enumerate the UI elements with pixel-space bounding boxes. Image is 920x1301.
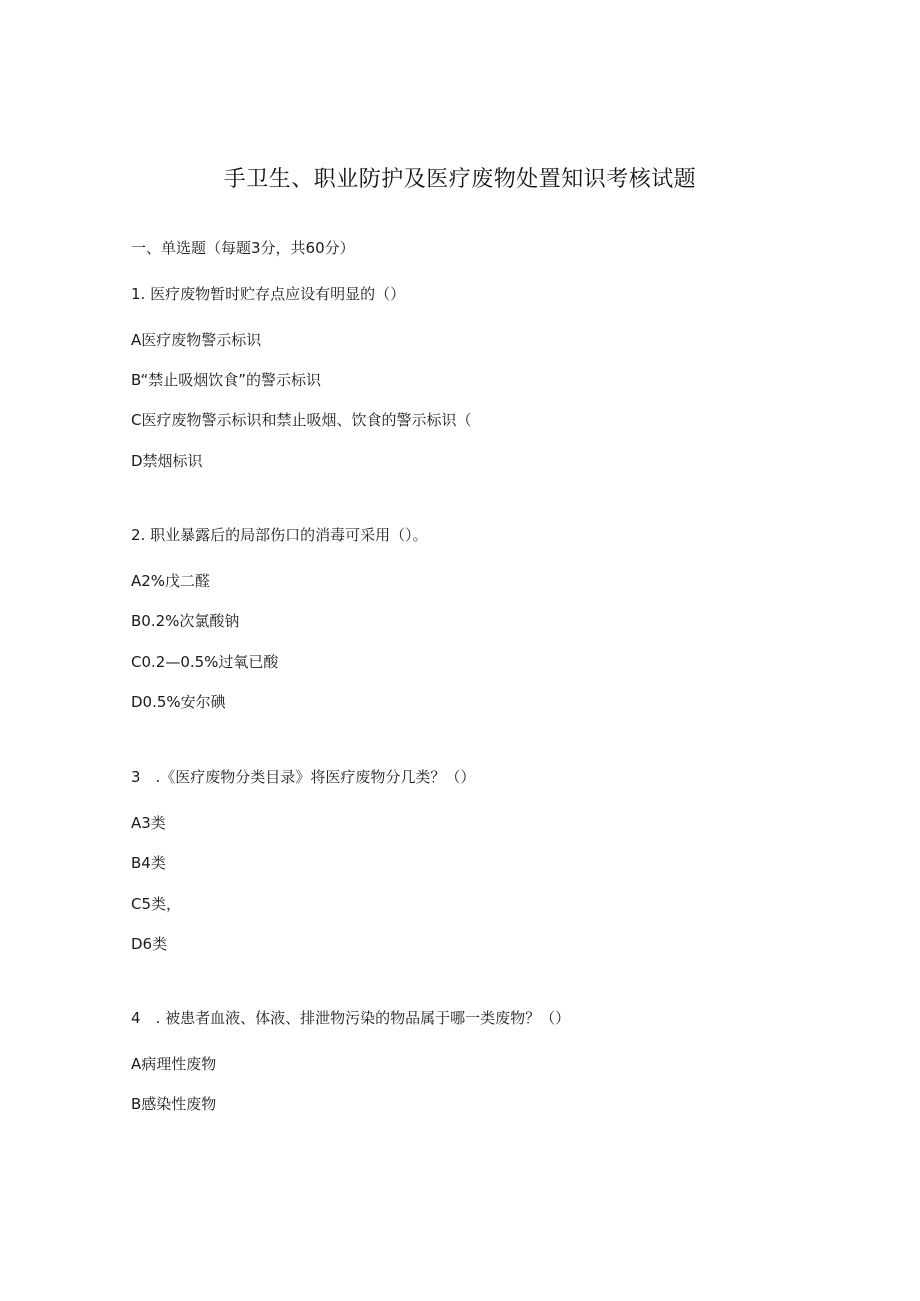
page-title: 手卫生、职业防护及医疗废物处置知识考核试题 [223,167,697,192]
question-3-option-c: C5类， [131,895,182,913]
question-1-stem: 1. 医疗废物暂时贮存点应设有明显的（） [131,285,406,303]
question-3-option-a: A3类 [131,814,166,832]
section-heading: 一、单选题（每题3分，共60分） [131,239,355,257]
question-2-stem: 2. 职业暴露后的局部伤口的消毒可采用（）。 [131,526,428,544]
question-4-stem: 4 . 被患者血液、体液、排泄物污染的物品属于哪一类废物？（） [131,1009,571,1027]
question-1-option-a: A医疗废物警示标识 [131,331,262,349]
question-3-stem: 3 .《医疗废物分类目录》将医疗废物分几类？（） [131,768,476,786]
question-2-option-a: A2%戊二醛 [131,572,211,590]
question-4-option-a: A病理性废物 [131,1055,217,1073]
question-2-option-d: D0.5%安尔碘 [131,693,226,711]
question-1-option-d: D禁烟标识 [131,452,203,470]
question-1-option-b: B“禁止吸烟饮食”的警示标识 [131,371,322,389]
question-1-option-c: C医疗废物警示标识和禁止吸烟、饮食的警示标识（ [131,411,472,429]
question-3-option-d: D6类 [131,935,168,953]
question-2-option-c: C0.2—0.5%过氧已酸 [131,653,279,671]
question-3-option-b: B4类 [131,854,166,872]
question-4-option-b: B感染性废物 [131,1095,217,1113]
question-2-option-b: B0.2%次氯酸钠 [131,612,240,630]
